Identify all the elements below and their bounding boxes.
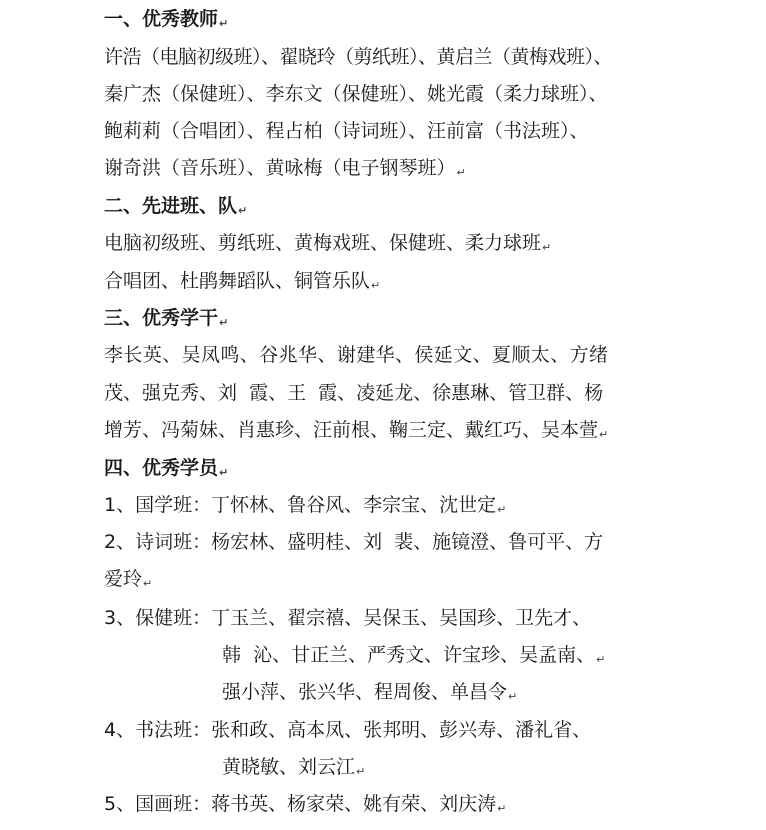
paragraph-mark-icon: ↵ — [219, 17, 229, 30]
paragraph-mark-icon: ↵ — [599, 428, 609, 441]
section-heading-classes — [104, 193, 247, 219]
line-text: 谢奇洪（音乐班）、黄咏梅（电子钢琴班） — [104, 157, 456, 179]
students-line-1 — [104, 492, 506, 518]
students-line-2: 2、诗词班：杨宏林、盛明桂、刘 裴、施镜澄、鲁可平、方 — [104, 531, 604, 553]
classes-line-1 — [104, 230, 551, 256]
paragraph-mark-icon: ↵ — [508, 690, 518, 703]
students-line-5 — [222, 642, 605, 668]
cadres-line-3 — [104, 417, 608, 443]
students-line-6 — [222, 679, 517, 705]
teachers-line-2: 秦广杰（保健班）、李东文（保健班）、姚光霞（柔力球班）、 — [104, 83, 608, 105]
cadres-line-1: 李长英、吴凤鸣、谷兆华、谢建华、侯延文、夏顺太、方绪 — [104, 344, 609, 366]
paragraph-mark-icon: ↵ — [596, 653, 606, 666]
heading-text: 三、优秀学干 — [104, 307, 219, 329]
line-text: 强小萍、张兴华、程周俊、单昌令 — [222, 681, 508, 703]
line-text: 电脑初级班、剪纸班、黄梅戏班、保健班、柔力球班 — [104, 232, 542, 254]
classes-line-2 — [104, 268, 380, 294]
paragraph-mark-icon: ↵ — [497, 503, 507, 516]
paragraph-mark-icon: ↵ — [542, 241, 552, 254]
paragraph-mark-icon: ↵ — [219, 316, 229, 329]
paragraph-mark-icon: ↵ — [456, 166, 466, 179]
line-text: 爱玲 — [104, 568, 143, 590]
heading-text: 四、优秀学员 — [104, 457, 219, 479]
line-text: 5、国画班：蒋书英、杨家荣、姚有荣、刘庆涛 — [104, 793, 497, 815]
students-line-7: 4、书法班：张和政、高本凤、张邦明、彭兴寿、潘礼省、 — [104, 719, 592, 741]
heading-text: 一、优秀教师 — [104, 8, 219, 30]
teachers-line-3: 鲍莉莉（合唱团）、程占柏（诗词班）、汪前富（书法班）、 — [104, 120, 589, 142]
line-text: 1、国学班：丁怀林、鲁谷风、李宗宝、沈世定 — [104, 494, 497, 516]
paragraph-mark-icon: ↵ — [238, 204, 248, 217]
students-line-4: 3、保健班：丁玉兰、翟宗禧、吴保玉、吴国珍、卫先才、 — [104, 607, 592, 629]
heading-text: 二、先进班、队 — [104, 195, 238, 217]
line-text: 合唱团、杜鹃舞蹈队、铜管乐队 — [104, 270, 371, 292]
students-line-3 — [104, 566, 152, 592]
section-heading-students — [104, 455, 228, 481]
paragraph-mark-icon: ↵ — [356, 765, 366, 778]
cadres-line-2: 茂、强克秀、刘 霞、王 霞、凌延龙、徐惠琳、管卫群、杨 — [104, 382, 604, 404]
teachers-line-4 — [104, 155, 466, 181]
section-heading-teachers — [104, 6, 228, 32]
teachers-line-1: 许浩（电脑初级班）、翟晓玲（剪纸班）、黄启兰（黄梅戏班）、 — [104, 46, 613, 68]
line-text: 黄晓敏、刘云江 — [222, 756, 356, 778]
paragraph-mark-icon: ↵ — [219, 466, 229, 479]
students-line-9 — [104, 791, 506, 817]
paragraph-mark-icon: ↵ — [497, 802, 507, 815]
paragraph-mark-icon: ↵ — [143, 577, 153, 590]
line-text: 韩 沁、甘正兰、严秀文、许宝珍、吴孟南、 — [222, 644, 596, 666]
line-text: 增芳、冯菊妹、肖惠珍、汪前根、鞠三定、戴红巧、吴本萱 — [104, 419, 599, 441]
section-heading-cadres — [104, 305, 228, 331]
paragraph-mark-icon: ↵ — [371, 279, 381, 292]
students-line-8 — [222, 754, 365, 780]
